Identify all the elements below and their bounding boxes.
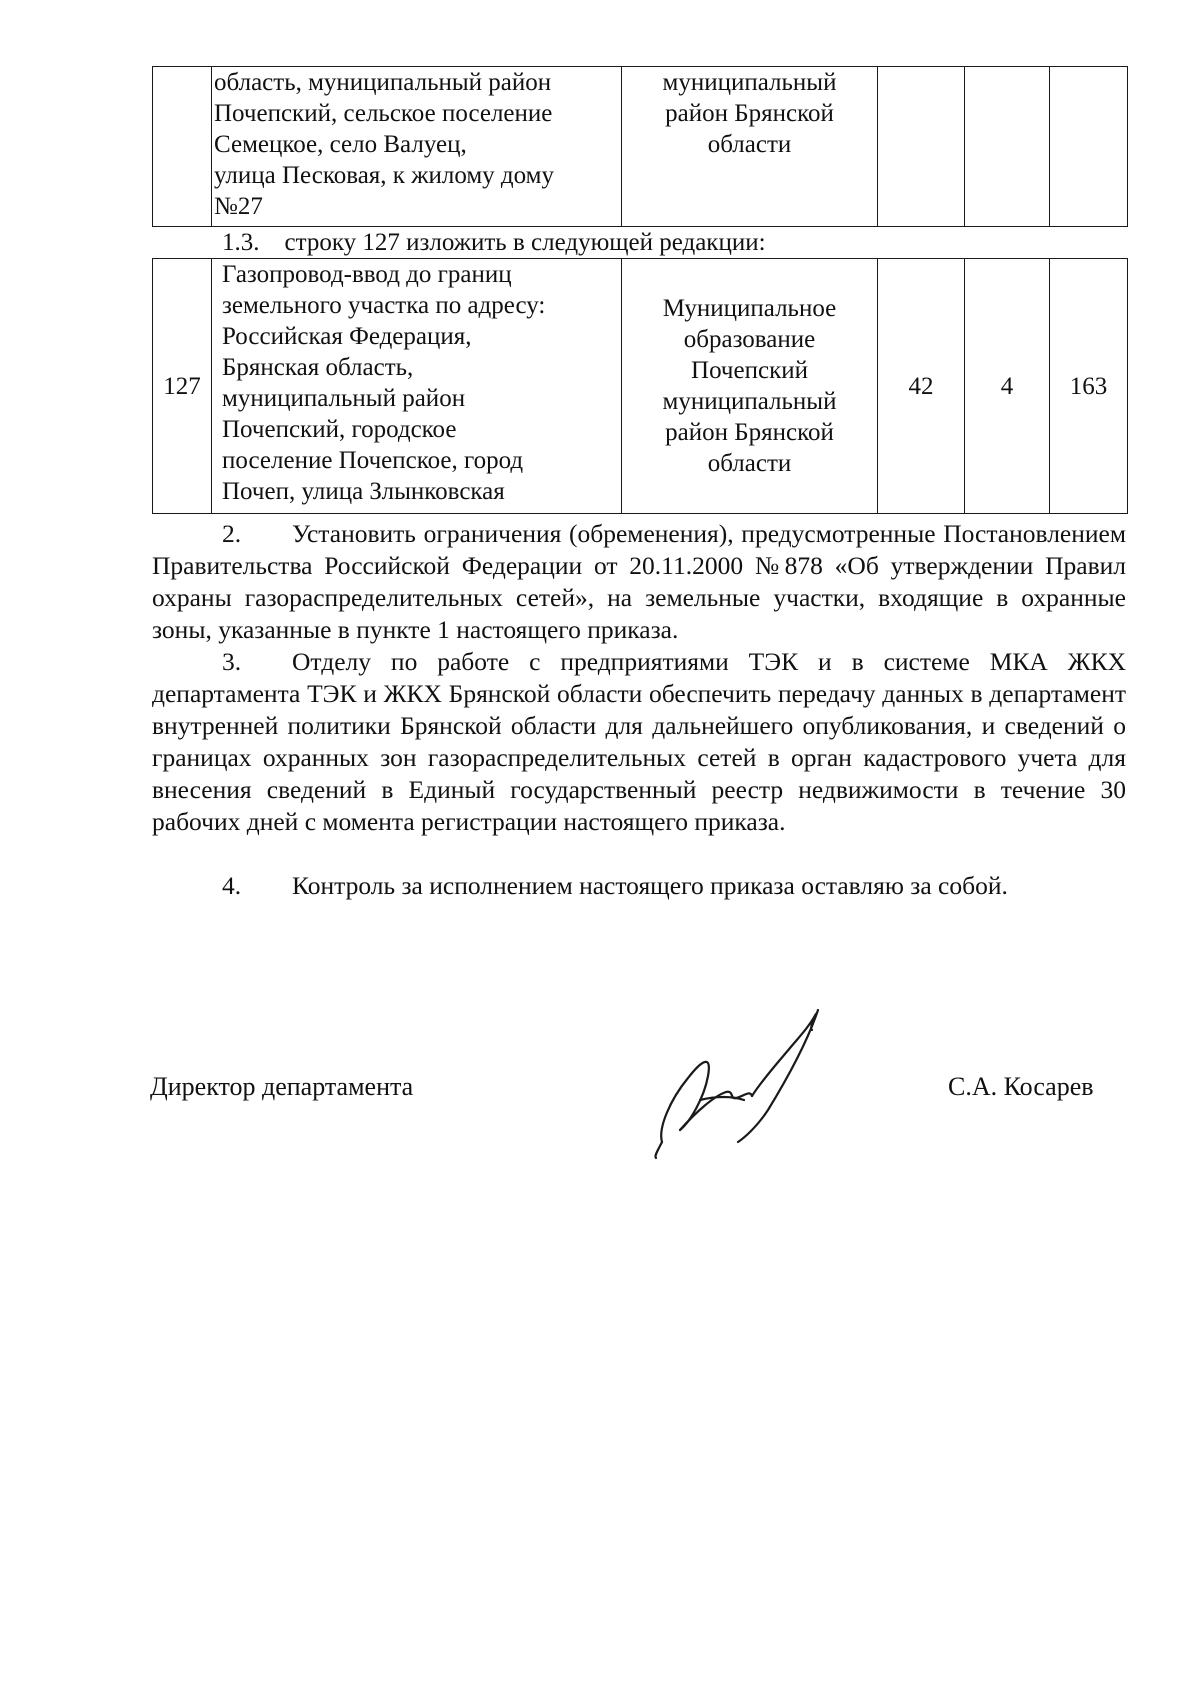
paragraph-2 bbox=[152, 518, 1126, 646]
paragraph-3 bbox=[152, 646, 1126, 838]
cell-owner: Муниципальное образование Почепский муниципальный район Брянской области bbox=[622, 259, 878, 514]
signatory-position: Директор департамента bbox=[150, 1072, 414, 1101]
cell-owner: муниципальный район Брянской области bbox=[622, 67, 878, 227]
paragraph-4 bbox=[152, 870, 1126, 902]
paragraph-text: Отделу по работе с предприятиями ТЭК и в системе МКА ЖКХ департамента ТЭК и ЖКХ Брянской области обеспечить передачу данных в департамент внутренней политики Брянской области для дальнейшего опубликования, и сведений о границах охранных зон газораспределительных сетей в орган кадастрового учета для внесения сведений в Единый государственный реестр недвижимости в течение 30 рабочих дней с момента регистрации настоящего приказа. bbox=[152, 647, 1126, 836]
signatory-name: С.А. Косарев bbox=[948, 1072, 1094, 1101]
table-row-127 bbox=[152, 258, 1128, 514]
cell-object-name: область, муниципальный район Почепский, сельское поселение Семецкое, село Валуец, улица Песковая, к жилому дому №27 bbox=[212, 67, 622, 227]
cell-value-3 bbox=[1050, 67, 1128, 227]
cell-object-name: Газопровод-ввод до границ земельного участка по адресу: Российская Федерация, Брянская область, муниципальный район Почепский, городское поселение Почепское, город Почеп, улица Злынковская bbox=[212, 259, 622, 514]
paragraph-number: 3. bbox=[222, 647, 242, 676]
cell-value-1 bbox=[878, 67, 965, 227]
paragraph-number: 4. bbox=[222, 871, 242, 900]
table-continuation bbox=[152, 66, 1128, 227]
cell-value-2 bbox=[965, 67, 1050, 227]
subitem-text: строку 127 изложить в следующей редакции: bbox=[284, 229, 766, 256]
table-row bbox=[153, 259, 1128, 514]
subitem-number: 1.3. bbox=[222, 229, 260, 256]
paragraph-text: Контроль за исполнением настоящего приказа оставляю за собой. bbox=[292, 871, 1008, 900]
subitem-1-3 bbox=[222, 228, 766, 258]
cell-value-2: 4 bbox=[965, 259, 1050, 514]
cell-value-1: 42 bbox=[878, 259, 965, 514]
cell-value-3: 163 bbox=[1050, 259, 1128, 514]
cell-number: 127 bbox=[153, 259, 212, 514]
paragraph-text: Установить ограничения (обременения), предусмотренные Постановлением Правительства Российской Федерации от 20.11.2000 №878 «Об утверждении Правил охраны газораспределительных сетей», на земельные участки, входящие в охранные зоны, указанные в пункте 1 настоящего приказа. bbox=[152, 519, 1126, 644]
table-row bbox=[153, 67, 1128, 227]
cell-number bbox=[153, 67, 212, 227]
handwritten-signature bbox=[640, 1000, 860, 1160]
paragraph-number: 2. bbox=[222, 519, 242, 548]
